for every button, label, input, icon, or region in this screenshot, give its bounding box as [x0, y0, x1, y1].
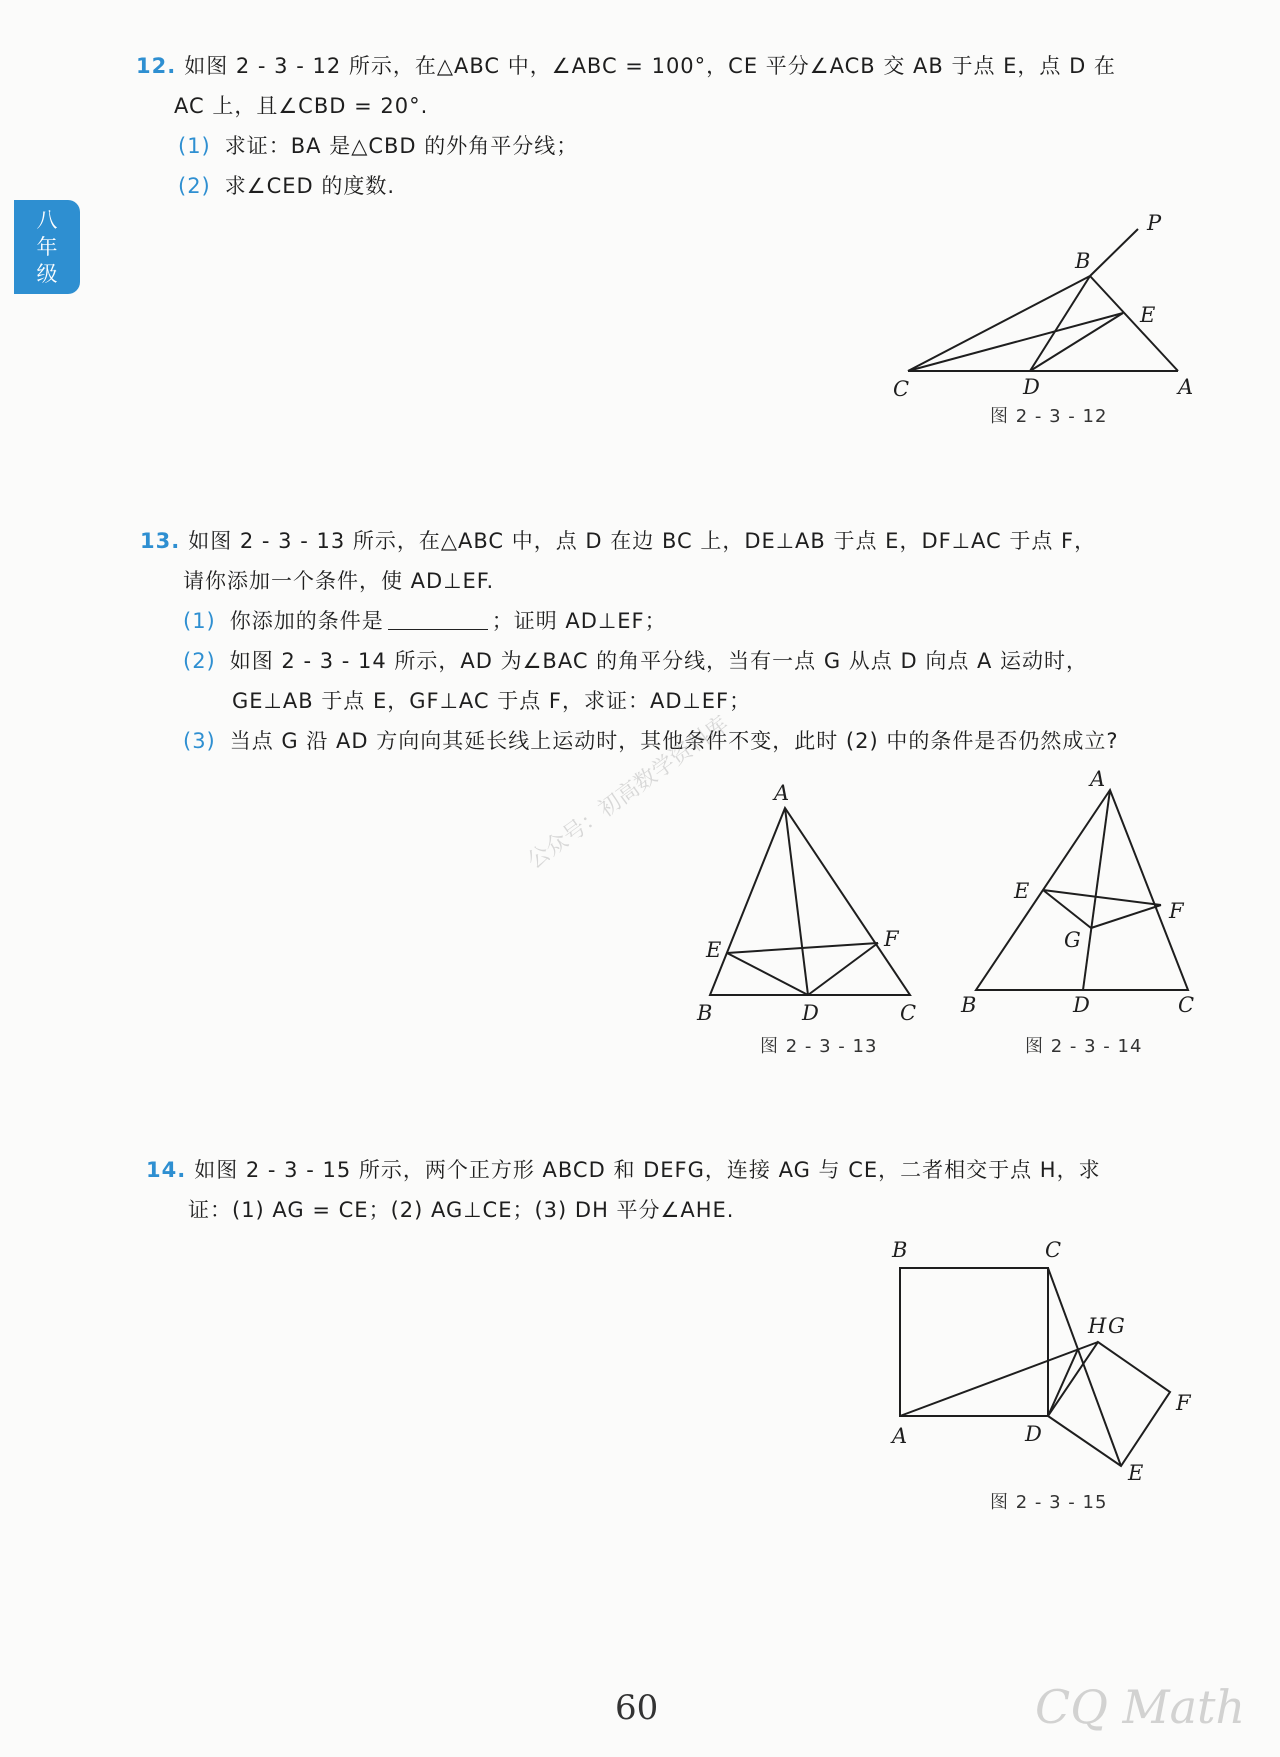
problem-14 [146, 1150, 1101, 1230]
label-A: A [892, 1424, 908, 1448]
label-E: E [706, 938, 722, 962]
publisher-logo: CQ Math [1035, 1680, 1246, 1734]
problem-12 [136, 46, 1116, 206]
triangle-ABC [710, 808, 910, 995]
sub-number: (1) [178, 134, 211, 158]
line-AD [1083, 790, 1110, 990]
line-AG [900, 1342, 1098, 1416]
problem-14-text1: 如图 2 - 3 - 15 所示，两个正方形 ABCD 和 DEFG，连接 AG 与 CE，二者相交于点 H，求 [194, 1158, 1101, 1182]
label-P: P [1147, 211, 1162, 235]
line-ED [727, 953, 808, 995]
line-CBP [908, 276, 1090, 371]
line-DE [1030, 313, 1123, 371]
square-DEFG [1048, 1342, 1170, 1466]
sub-text: 如图 2 - 3 - 14 所示，AD 为∠BAC 的角平分线，当有一点 G 从点 D 向点 A 运动时， [229, 649, 1089, 673]
label-C: C [893, 377, 910, 401]
label-D: D [1025, 1422, 1042, 1446]
line-EG [1043, 890, 1091, 928]
label-B: B [1075, 249, 1091, 273]
line-BP [1090, 229, 1138, 276]
label-C: C [900, 1001, 917, 1025]
line-BD [1030, 276, 1090, 371]
answer-blank[interactable] [388, 605, 488, 630]
problem-13-sub2-line2: GE⊥AB 于点 E，GF⊥AC 于点 F，求证：AD⊥EF； [232, 689, 752, 713]
label-C: C [1178, 993, 1195, 1017]
sub-number: (1) [183, 609, 216, 633]
label-G: G [1108, 1314, 1125, 1338]
label-F: F [1176, 1391, 1191, 1415]
label-C: C [1045, 1238, 1062, 1262]
square-ABCD [900, 1268, 1048, 1416]
label-B: B [697, 1001, 713, 1025]
label-F: F [1169, 899, 1184, 923]
problem-12-number: 12. [136, 54, 177, 78]
problem-14-line1 [146, 1150, 1101, 1190]
sub-number: (3) [183, 729, 216, 753]
problem-13-line1 [140, 521, 1119, 561]
line-CE [908, 313, 1123, 371]
label-E: E [1014, 879, 1030, 903]
page-number: 60 [615, 1688, 659, 1728]
problem-13-text1: 如图 2 - 3 - 13 所示，在△ABC 中，点 D 在边 BC 上，DE⊥AB 于点 E，DF⊥AC 于点 F， [188, 529, 1097, 553]
problem-14-number: 14. [146, 1158, 187, 1182]
problem-12-sub2 [136, 166, 1116, 206]
line-AD [785, 808, 808, 995]
line-CE [1048, 1268, 1121, 1466]
problem-12-sub1 [136, 126, 1116, 166]
label-E: E [1128, 1461, 1144, 1485]
grade-tab-label: 八年级 [36, 207, 58, 286]
sub-text: 求∠CED 的度数. [224, 174, 396, 198]
sub-number: (2) [178, 174, 211, 198]
label-F: F [884, 927, 899, 951]
label-A: A [1090, 767, 1106, 791]
problem-13 [140, 521, 1119, 761]
line-FD [808, 943, 878, 995]
problem-13-number: 13. [140, 529, 181, 553]
grade-tab [14, 200, 80, 294]
figure-2-3-13-caption: 图 2 - 3 - 13 [760, 1036, 878, 1057]
line-BA [1090, 276, 1178, 371]
problem-13-sub1 [140, 601, 1119, 641]
sub-number: (2) [183, 649, 216, 673]
line-EF [1043, 890, 1161, 905]
label-G: G [1064, 928, 1081, 952]
triangle-ABC [976, 790, 1188, 990]
sub-text: ；证明 AD⊥EF； [491, 609, 667, 633]
problem-13-sub2 [140, 641, 1119, 681]
sub-text: 当点 G 沿 AD 方向向其延长线上运动时，其他条件不变，此时 (2) 中的条件是否仍然成立? [229, 729, 1119, 753]
problem-13-line2: 请你添加一个条件，使 AD⊥EF. [183, 569, 495, 593]
label-D: D [802, 1001, 819, 1025]
line-DH [1048, 1349, 1078, 1416]
label-E: E [1140, 303, 1156, 327]
figure-2-3-14-caption: 图 2 - 3 - 14 [1025, 1036, 1143, 1057]
label-D: D [1073, 993, 1090, 1017]
line-FG [1091, 905, 1161, 928]
label-B: B [961, 993, 977, 1017]
watermark: 公众号：初高数学资料库 [522, 711, 734, 875]
problem-14-line2: 证：(1) AG = CE；(2) AG⊥CE；(3) DH 平分∠AHE. [188, 1198, 735, 1222]
label-B: B [892, 1238, 908, 1262]
label-H: H [1088, 1314, 1107, 1338]
label-D: D [1023, 375, 1040, 399]
sub-text: 你添加的条件是 [229, 609, 384, 633]
problem-12-text1: 如图 2 - 3 - 12 所示，在△ABC 中，∠ABC = 100°，CE 平分∠ACB 交 AB 于点 E，点 D 在 [184, 54, 1116, 78]
label-A: A [1178, 375, 1194, 399]
line-EF [727, 943, 878, 953]
problem-13-sub3 [140, 721, 1119, 761]
problem-12-line2: AC 上，且∠CBD = 20°. [174, 94, 429, 118]
sub-text: 求证：BA 是△CBD 的外角平分线； [224, 134, 579, 158]
figure-2-3-12-caption: 图 2 - 3 - 12 [990, 406, 1108, 427]
problem-12-line1 [136, 46, 1116, 86]
figure-2-3-15-caption: 图 2 - 3 - 15 [990, 1492, 1108, 1513]
label-A: A [774, 781, 790, 805]
